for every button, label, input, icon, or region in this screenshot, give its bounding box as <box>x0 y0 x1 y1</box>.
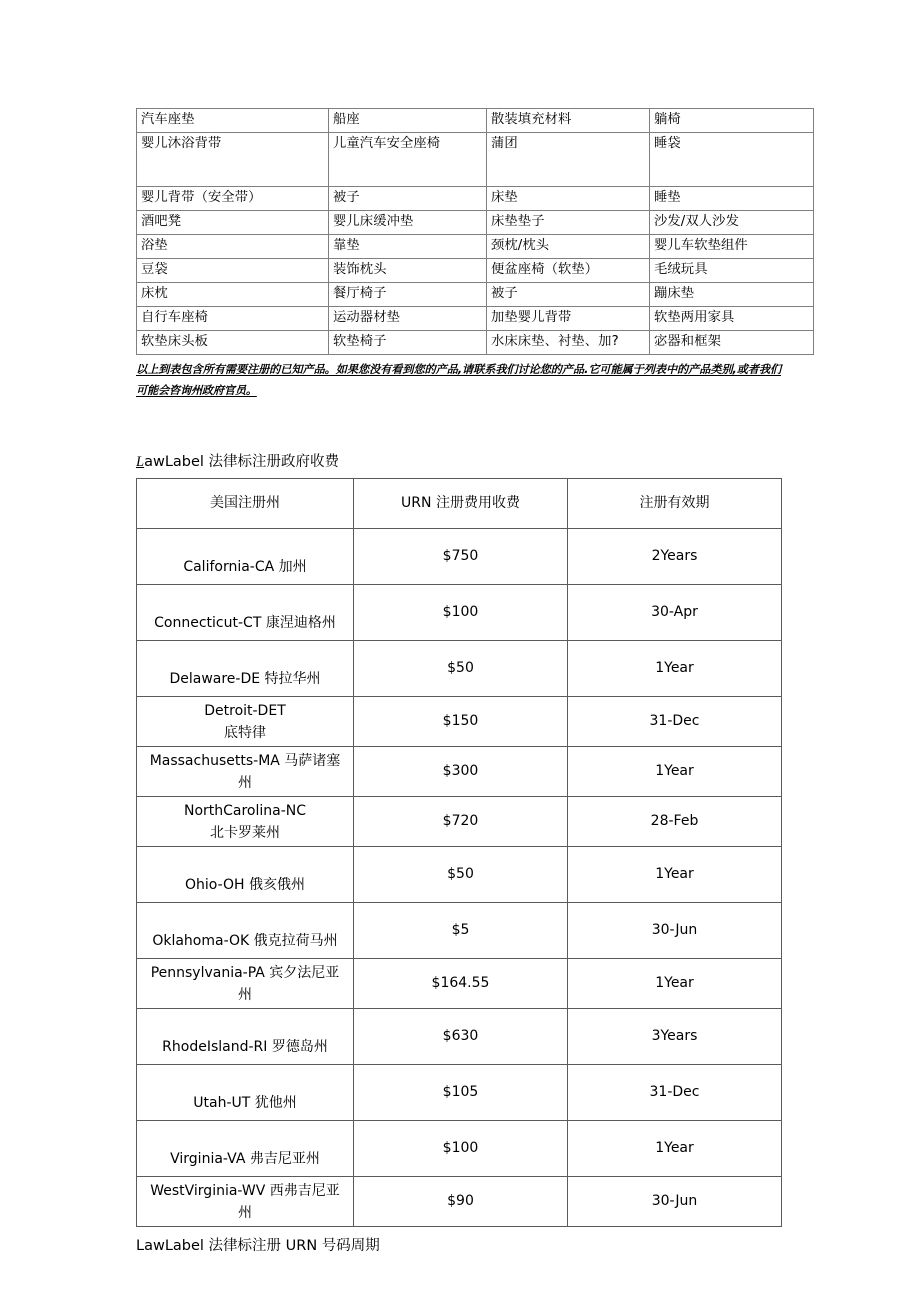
product-cell: 宓器和框架 <box>650 330 814 354</box>
product-cell: 便盆座椅（软垫） <box>487 258 650 282</box>
product-cell: 运动器材垫 <box>329 306 487 330</box>
state-name-line: Pennsylvania-PA 宾夕法尼亚 <box>150 964 340 981</box>
products-table <box>136 108 814 355</box>
state-name-line: 北卡罗莱州 <box>210 824 280 841</box>
product-cell: 豆袋 <box>137 258 329 282</box>
fees-table-heading <box>136 452 781 472</box>
product-cell: 散装填充材料 <box>487 109 650 133</box>
table-row <box>137 210 814 234</box>
fee-amount-cell: $105 <box>354 1065 568 1121</box>
table-row <box>137 585 782 641</box>
product-cell: 酒吧凳 <box>137 210 329 234</box>
fee-amount-cell: $100 <box>354 1121 568 1177</box>
table-row <box>137 747 782 797</box>
product-cell: 软垫床头板 <box>137 330 329 354</box>
product-cell: 餐厅椅子 <box>329 282 487 306</box>
state-cell <box>137 747 354 797</box>
state-name-line: 州 <box>238 1204 252 1221</box>
validity-period-cell: 1Year <box>568 959 782 1009</box>
product-cell: 蹦床垫 <box>650 282 814 306</box>
product-cell: 浴垫 <box>137 234 329 258</box>
state-cell: Connecticut-CT 康涅迪格州 <box>137 585 354 641</box>
state-cell <box>137 797 354 847</box>
product-cell: 躺椅 <box>650 109 814 133</box>
product-cell: 船座 <box>329 109 487 133</box>
state-name-line: Detroit-DET <box>204 702 286 719</box>
fee-amount-cell: $750 <box>354 529 568 585</box>
product-cell: 儿童汽车安全座椅 <box>329 132 487 186</box>
fees-header-row <box>137 479 782 529</box>
table-row <box>137 132 814 186</box>
state-cell: Virginia-VA 弗吉尼亚州 <box>137 1121 354 1177</box>
table-row <box>137 959 782 1009</box>
product-cell: 被子 <box>329 186 487 210</box>
fees-heading-text: awLabel 法律标注册政府收费 <box>144 454 340 471</box>
state-name-line: WestVirginia-WV 西弗吉尼亚 <box>150 1182 340 1199</box>
product-cell: 颈枕/枕头 <box>487 234 650 258</box>
state-name-line: Massachusetts-MA 马萨诸塞 <box>149 752 341 769</box>
fees-column-header: URN 注册费用收费 <box>354 479 568 529</box>
table-row <box>137 903 782 959</box>
fee-amount-cell: $100 <box>354 585 568 641</box>
fees-column-header: 美国注册州 <box>137 479 354 529</box>
product-cell: 毛绒玩具 <box>650 258 814 282</box>
validity-period-cell: 1Year <box>568 847 782 903</box>
product-cell: 靠垫 <box>329 234 487 258</box>
fee-amount-cell: $630 <box>354 1009 568 1065</box>
products-table-body <box>137 109 814 355</box>
table-row <box>137 1009 782 1065</box>
product-cell: 沙发/双人沙发 <box>650 210 814 234</box>
product-cell: 床垫 <box>487 186 650 210</box>
state-name-line: NorthCarolina-NC <box>183 802 307 819</box>
product-cell: 加垫婴儿背带 <box>487 306 650 330</box>
urn-cycle-heading: LawLabel 法律标注册 URN 号码周期 <box>136 1238 380 1255</box>
table-row <box>137 282 814 306</box>
table-row <box>137 797 782 847</box>
product-cell: 婴儿床缓冲垫 <box>329 210 487 234</box>
product-cell: 婴儿沐浴背带 <box>137 132 329 186</box>
fee-amount-cell: $150 <box>354 697 568 747</box>
table-row <box>137 330 814 354</box>
table-row <box>137 1065 782 1121</box>
table-row <box>137 234 814 258</box>
state-cell: Delaware-DE 特拉华州 <box>137 641 354 697</box>
fee-amount-cell: $300 <box>354 747 568 797</box>
validity-period-cell: 31-Dec <box>568 697 782 747</box>
fees-table <box>136 478 782 1227</box>
state-cell <box>137 1177 354 1227</box>
product-cell: 自行车座椅 <box>137 306 329 330</box>
table-row <box>137 529 782 585</box>
state-name-line: 州 <box>238 774 252 791</box>
fee-amount-cell: $50 <box>354 847 568 903</box>
table-row <box>137 186 814 210</box>
product-cell: 睡袋 <box>650 132 814 186</box>
validity-period-cell: 1Year <box>568 747 782 797</box>
table-row <box>137 697 782 747</box>
product-cell: 床枕 <box>137 282 329 306</box>
product-cell: 婴儿背带（安全带） <box>137 186 329 210</box>
product-cell: 被子 <box>487 282 650 306</box>
product-cell: 蒲团 <box>487 132 650 186</box>
fees-table-head <box>137 479 782 529</box>
state-cell: RhodeIsland-RI 罗德岛州 <box>137 1009 354 1065</box>
validity-period-cell: 1Year <box>568 641 782 697</box>
product-cell: 装饰枕头 <box>329 258 487 282</box>
product-cell: 床垫垫子 <box>487 210 650 234</box>
product-cell: 软垫椅子 <box>329 330 487 354</box>
state-name-line: 底特律 <box>224 724 266 741</box>
table-row <box>137 306 814 330</box>
state-cell <box>137 959 354 1009</box>
registration-note: 以上到表包含所有需要注册的已知产品。如果您没有看到您的产品,请联系我们讨论您的产品.它可能属于列表中的产品类别,或者我们可能会咨询州政府官员。 <box>136 362 781 398</box>
validity-period-cell: 31-Dec <box>568 1065 782 1121</box>
document-content <box>136 108 781 1257</box>
fees-column-header: 注册有效期 <box>568 479 782 529</box>
table-row <box>137 1177 782 1227</box>
state-cell: California-CA 加州 <box>137 529 354 585</box>
state-cell: Ohio-OH 俄亥俄州 <box>137 847 354 903</box>
fee-amount-cell: $720 <box>354 797 568 847</box>
validity-period-cell: 3Years <box>568 1009 782 1065</box>
fee-amount-cell: $90 <box>354 1177 568 1227</box>
fees-heading-lead-letter: L <box>136 454 145 471</box>
validity-period-cell: 2Years <box>568 529 782 585</box>
product-cell: 汽车座垫 <box>137 109 329 133</box>
table-row <box>137 847 782 903</box>
state-cell: Oklahoma-OK 俄克拉荷马州 <box>137 903 354 959</box>
validity-period-cell: 28-Feb <box>568 797 782 847</box>
fees-table-body <box>137 529 782 1227</box>
product-cell: 婴儿车软垫组件 <box>650 234 814 258</box>
product-cell: 软垫两用家具 <box>650 306 814 330</box>
validity-period-cell: 30-Jun <box>568 1177 782 1227</box>
validity-period-cell: 1Year <box>568 1121 782 1177</box>
table-row <box>137 258 814 282</box>
product-cell: 水床床垫、衬垫、加? <box>487 330 650 354</box>
validity-period-cell: 30-Apr <box>568 585 782 641</box>
fee-amount-cell: $50 <box>354 641 568 697</box>
state-cell <box>137 697 354 747</box>
fee-amount-cell: $164.55 <box>354 959 568 1009</box>
fee-amount-cell: $5 <box>354 903 568 959</box>
validity-period-cell: 30-Jun <box>568 903 782 959</box>
state-cell: Utah-UT 犹他州 <box>137 1065 354 1121</box>
state-name-line: 州 <box>238 986 252 1003</box>
product-cell: 睡垫 <box>650 186 814 210</box>
table-row <box>137 1121 782 1177</box>
table-row <box>137 641 782 697</box>
table-row <box>137 109 814 133</box>
